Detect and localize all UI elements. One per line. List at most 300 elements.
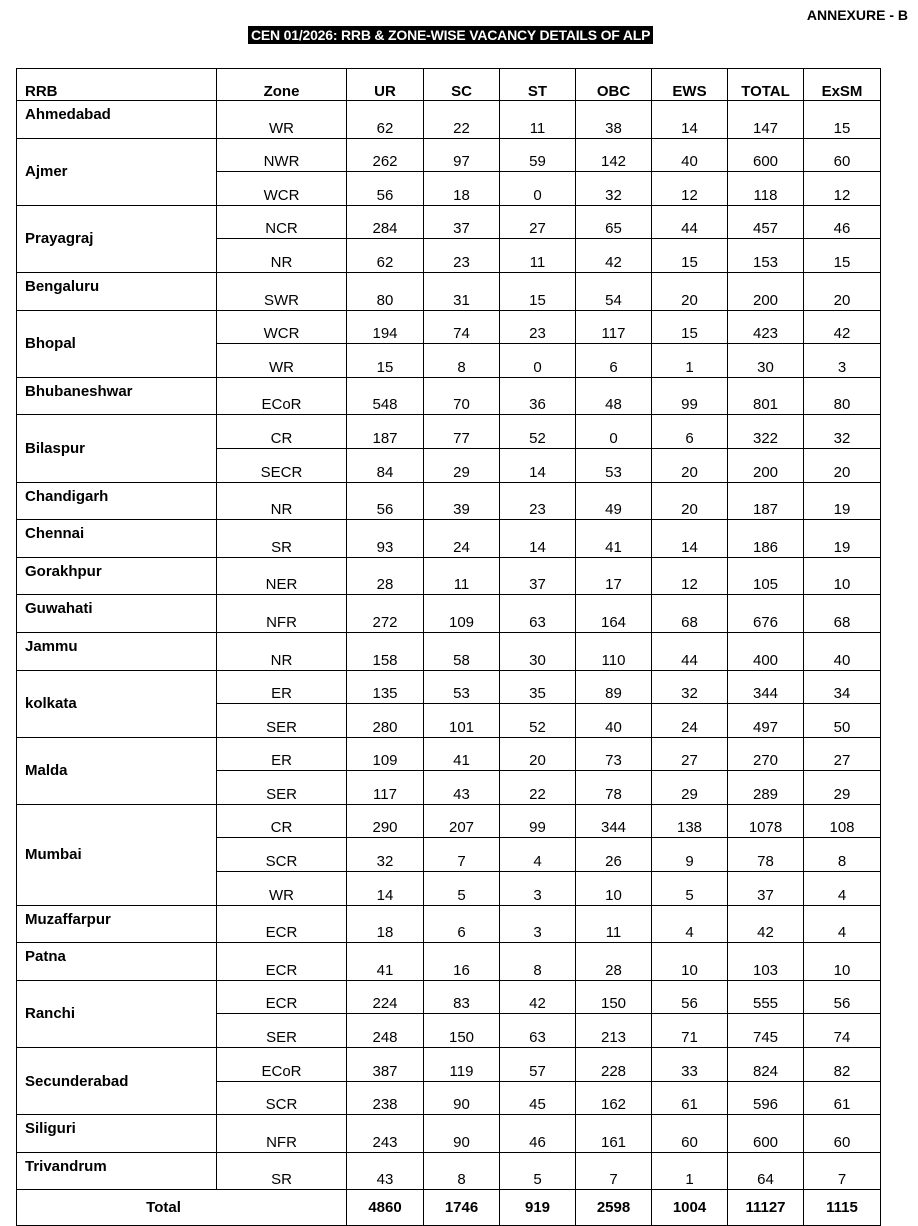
- exsm-cell: 60: [804, 138, 881, 172]
- ews-cell: 5: [652, 872, 728, 906]
- rrb-name-cell: Jammu: [17, 632, 217, 670]
- zone-cell: SR: [217, 1152, 347, 1190]
- document-title: CEN 01/2026: RRB & ZONE-WISE VACANCY DETAILS OF ALP: [248, 26, 653, 44]
- ews-cell: 32: [652, 670, 728, 704]
- obc-cell: 78: [576, 771, 652, 805]
- ur-cell: 41: [347, 943, 424, 981]
- zone-cell: NR: [217, 239, 347, 273]
- table-row: [17, 595, 881, 633]
- obc-cell: 213: [576, 1014, 652, 1048]
- ews-cell: 20: [652, 448, 728, 482]
- ur-cell: 135: [347, 670, 424, 704]
- zone-cell: WR: [217, 344, 347, 378]
- sc-cell: 8: [424, 344, 500, 378]
- sc-cell: 8: [424, 1152, 500, 1190]
- ur-cell: 28: [347, 557, 424, 595]
- column-header-total: TOTAL: [728, 69, 804, 101]
- column-header-ur: UR: [347, 69, 424, 101]
- table-row: [17, 101, 881, 139]
- st-cell: 35: [500, 670, 576, 704]
- exsm-cell: 82: [804, 1048, 881, 1082]
- ews-cell: 9: [652, 838, 728, 872]
- table-row: [17, 482, 881, 520]
- ur-cell: 32: [347, 838, 424, 872]
- sc-cell: 97: [424, 138, 500, 172]
- obc-cell: 49: [576, 482, 652, 520]
- total-cell: 200: [728, 272, 804, 310]
- zone-cell: ER: [217, 670, 347, 704]
- column-header-sc: SC: [424, 69, 500, 101]
- zone-cell: CR: [217, 804, 347, 838]
- ur-cell: 248: [347, 1014, 424, 1048]
- column-header-obc: OBC: [576, 69, 652, 101]
- total-ews: 1004: [652, 1190, 728, 1226]
- total-exsm: 1115: [804, 1190, 881, 1226]
- ews-cell: 33: [652, 1048, 728, 1082]
- ur-cell: 224: [347, 980, 424, 1014]
- exsm-cell: 80: [804, 377, 881, 415]
- ur-cell: 158: [347, 632, 424, 670]
- exsm-cell: 19: [804, 520, 881, 558]
- obc-cell: 17: [576, 557, 652, 595]
- total-cell: 42: [728, 905, 804, 943]
- total-cell: 270: [728, 737, 804, 771]
- st-cell: 23: [500, 482, 576, 520]
- exsm-cell: 12: [804, 172, 881, 206]
- ews-cell: 10: [652, 943, 728, 981]
- ews-cell: 15: [652, 239, 728, 273]
- st-cell: 42: [500, 980, 576, 1014]
- total-ur: 4860: [347, 1190, 424, 1226]
- sc-cell: 43: [424, 771, 500, 805]
- table-row: [17, 415, 881, 449]
- rrb-name-cell: Muzaffarpur: [17, 905, 217, 943]
- ews-cell: 27: [652, 737, 728, 771]
- rrb-name-cell: Bilaspur: [17, 415, 217, 482]
- st-cell: 8: [500, 943, 576, 981]
- exsm-cell: 42: [804, 310, 881, 344]
- sc-cell: 5: [424, 872, 500, 906]
- sc-cell: 16: [424, 943, 500, 981]
- ur-cell: 290: [347, 804, 424, 838]
- exsm-cell: 15: [804, 239, 881, 273]
- obc-cell: 40: [576, 704, 652, 738]
- rrb-name-cell: Mumbai: [17, 804, 217, 905]
- total-cell: 745: [728, 1014, 804, 1048]
- column-header-rrb: RRB: [17, 69, 217, 101]
- total-cell: 676: [728, 595, 804, 633]
- rrb-name-cell: Trivandrum: [17, 1152, 217, 1190]
- total-cell: 186: [728, 520, 804, 558]
- sc-cell: 41: [424, 737, 500, 771]
- table-row: [17, 1048, 881, 1082]
- sc-cell: 39: [424, 482, 500, 520]
- ews-cell: 24: [652, 704, 728, 738]
- ur-cell: 84: [347, 448, 424, 482]
- sc-cell: 18: [424, 172, 500, 206]
- total-cell: 78: [728, 838, 804, 872]
- table-row: [17, 520, 881, 558]
- sc-cell: 22: [424, 101, 500, 139]
- rrb-name-cell: Chandigarh: [17, 482, 217, 520]
- exsm-cell: 20: [804, 448, 881, 482]
- sc-cell: 37: [424, 205, 500, 239]
- total-cell: 600: [728, 1115, 804, 1153]
- ews-cell: 44: [652, 205, 728, 239]
- total-cell: 457: [728, 205, 804, 239]
- header-row: [17, 69, 881, 101]
- table-row: [17, 310, 881, 344]
- ews-cell: 99: [652, 377, 728, 415]
- table-row: [17, 272, 881, 310]
- zone-cell: SER: [217, 771, 347, 805]
- ur-cell: 62: [347, 239, 424, 273]
- ur-cell: 62: [347, 101, 424, 139]
- table-row: [17, 943, 881, 981]
- table-row: [17, 632, 881, 670]
- st-cell: 59: [500, 138, 576, 172]
- rrb-name-cell: Bengaluru: [17, 272, 217, 310]
- table-row: [17, 905, 881, 943]
- rrb-name-cell: Guwahati: [17, 595, 217, 633]
- rrb-name-cell: Patna: [17, 943, 217, 981]
- table-row: [17, 1115, 881, 1153]
- obc-cell: 161: [576, 1115, 652, 1153]
- exsm-cell: 60: [804, 1115, 881, 1153]
- obc-cell: 48: [576, 377, 652, 415]
- sc-cell: 119: [424, 1048, 500, 1082]
- obc-cell: 89: [576, 670, 652, 704]
- ews-cell: 20: [652, 482, 728, 520]
- rrb-name-cell: Bhubaneshwar: [17, 377, 217, 415]
- ews-cell: 61: [652, 1081, 728, 1115]
- st-cell: 3: [500, 872, 576, 906]
- exsm-cell: 61: [804, 1081, 881, 1115]
- st-cell: 15: [500, 272, 576, 310]
- st-cell: 22: [500, 771, 576, 805]
- st-cell: 63: [500, 1014, 576, 1048]
- exsm-cell: 74: [804, 1014, 881, 1048]
- obc-cell: 41: [576, 520, 652, 558]
- obc-cell: 26: [576, 838, 652, 872]
- rrb-name-cell: Secunderabad: [17, 1048, 217, 1115]
- sc-cell: 83: [424, 980, 500, 1014]
- exsm-cell: 46: [804, 205, 881, 239]
- rrb-name-cell: Malda: [17, 737, 217, 804]
- sc-cell: 24: [424, 520, 500, 558]
- st-cell: 45: [500, 1081, 576, 1115]
- column-header-ews: EWS: [652, 69, 728, 101]
- sc-cell: 77: [424, 415, 500, 449]
- sc-cell: 74: [424, 310, 500, 344]
- obc-cell: 110: [576, 632, 652, 670]
- table-row: [17, 670, 881, 704]
- sc-cell: 150: [424, 1014, 500, 1048]
- total-cell: 153: [728, 239, 804, 273]
- zone-cell: SER: [217, 1014, 347, 1048]
- zone-cell: WCR: [217, 310, 347, 344]
- ews-cell: 40: [652, 138, 728, 172]
- obc-cell: 38: [576, 101, 652, 139]
- ur-cell: 14: [347, 872, 424, 906]
- table-row: [17, 1152, 881, 1190]
- st-cell: 57: [500, 1048, 576, 1082]
- st-cell: 5: [500, 1152, 576, 1190]
- total-cell: 105: [728, 557, 804, 595]
- st-cell: 23: [500, 310, 576, 344]
- ews-cell: 12: [652, 557, 728, 595]
- ews-cell: 6: [652, 415, 728, 449]
- obc-cell: 150: [576, 980, 652, 1014]
- zone-cell: SWR: [217, 272, 347, 310]
- exsm-cell: 56: [804, 980, 881, 1014]
- rrb-name-cell: Bhopal: [17, 310, 217, 377]
- obc-cell: 28: [576, 943, 652, 981]
- column-header-st: ST: [500, 69, 576, 101]
- sc-cell: 23: [424, 239, 500, 273]
- st-cell: 46: [500, 1115, 576, 1153]
- sc-cell: 109: [424, 595, 500, 633]
- exsm-cell: 34: [804, 670, 881, 704]
- zone-cell: CR: [217, 415, 347, 449]
- table-body: [17, 101, 881, 1190]
- st-cell: 37: [500, 557, 576, 595]
- total-cell: 187: [728, 482, 804, 520]
- zone-cell: ECoR: [217, 377, 347, 415]
- st-cell: 36: [500, 377, 576, 415]
- ur-cell: 262: [347, 138, 424, 172]
- st-cell: 20: [500, 737, 576, 771]
- ur-cell: 387: [347, 1048, 424, 1082]
- obc-cell: 42: [576, 239, 652, 273]
- total-cell: 103: [728, 943, 804, 981]
- obc-cell: 11: [576, 905, 652, 943]
- table-row: [17, 737, 881, 771]
- sc-cell: 207: [424, 804, 500, 838]
- obc-cell: 32: [576, 172, 652, 206]
- sc-cell: 31: [424, 272, 500, 310]
- zone-cell: NFR: [217, 595, 347, 633]
- ews-cell: 4: [652, 905, 728, 943]
- obc-cell: 142: [576, 138, 652, 172]
- sc-cell: 53: [424, 670, 500, 704]
- rrb-name-cell: Chennai: [17, 520, 217, 558]
- zone-cell: ECR: [217, 980, 347, 1014]
- ur-cell: 93: [347, 520, 424, 558]
- total-cell: 30: [728, 344, 804, 378]
- st-cell: 27: [500, 205, 576, 239]
- total-cell: 322: [728, 415, 804, 449]
- ews-cell: 56: [652, 980, 728, 1014]
- ews-cell: 138: [652, 804, 728, 838]
- exsm-cell: 20: [804, 272, 881, 310]
- exsm-cell: 4: [804, 872, 881, 906]
- rrb-name-cell: Ahmedabad: [17, 101, 217, 139]
- ews-cell: 15: [652, 310, 728, 344]
- ews-cell: 71: [652, 1014, 728, 1048]
- obc-cell: 6: [576, 344, 652, 378]
- zone-cell: NR: [217, 482, 347, 520]
- obc-cell: 53: [576, 448, 652, 482]
- rrb-name-cell: Gorakhpur: [17, 557, 217, 595]
- ur-cell: 15: [347, 344, 424, 378]
- zone-cell: NFR: [217, 1115, 347, 1153]
- ur-cell: 56: [347, 172, 424, 206]
- st-cell: 4: [500, 838, 576, 872]
- zone-cell: WCR: [217, 172, 347, 206]
- total-label: Total: [17, 1190, 347, 1226]
- st-cell: 30: [500, 632, 576, 670]
- obc-cell: 117: [576, 310, 652, 344]
- zone-cell: ER: [217, 737, 347, 771]
- total-total: 11127: [728, 1190, 804, 1226]
- zone-cell: ECR: [217, 905, 347, 943]
- st-cell: 14: [500, 520, 576, 558]
- ur-cell: 80: [347, 272, 424, 310]
- st-cell: 0: [500, 344, 576, 378]
- ews-cell: 12: [652, 172, 728, 206]
- zone-cell: NWR: [217, 138, 347, 172]
- ews-cell: 14: [652, 520, 728, 558]
- exsm-cell: 7: [804, 1152, 881, 1190]
- ur-cell: 548: [347, 377, 424, 415]
- sc-cell: 11: [424, 557, 500, 595]
- ur-cell: 109: [347, 737, 424, 771]
- exsm-cell: 3: [804, 344, 881, 378]
- rrb-name-cell: Siliguri: [17, 1115, 217, 1153]
- obc-cell: 7: [576, 1152, 652, 1190]
- zone-cell: SER: [217, 704, 347, 738]
- total-cell: 400: [728, 632, 804, 670]
- exsm-cell: 108: [804, 804, 881, 838]
- total-cell: 600: [728, 138, 804, 172]
- ur-cell: 238: [347, 1081, 424, 1115]
- column-header-exsm: ExSM: [804, 69, 881, 101]
- zone-cell: ECoR: [217, 1048, 347, 1082]
- zone-cell: SCR: [217, 838, 347, 872]
- st-cell: 99: [500, 804, 576, 838]
- table-row: [17, 557, 881, 595]
- ews-cell: 14: [652, 101, 728, 139]
- st-cell: 11: [500, 239, 576, 273]
- total-cell: 64: [728, 1152, 804, 1190]
- zone-cell: SECR: [217, 448, 347, 482]
- rrb-name-cell: Prayagraj: [17, 205, 217, 272]
- exsm-cell: 4: [804, 905, 881, 943]
- table-row: [17, 205, 881, 239]
- exsm-cell: 27: [804, 737, 881, 771]
- sc-cell: 58: [424, 632, 500, 670]
- rrb-name-cell: Ranchi: [17, 980, 217, 1047]
- zone-cell: NR: [217, 632, 347, 670]
- zone-cell: SR: [217, 520, 347, 558]
- exsm-cell: 10: [804, 557, 881, 595]
- obc-cell: 65: [576, 205, 652, 239]
- zone-cell: SCR: [217, 1081, 347, 1115]
- table-row: [17, 377, 881, 415]
- ur-cell: 194: [347, 310, 424, 344]
- total-cell: 801: [728, 377, 804, 415]
- total-obc: 2598: [576, 1190, 652, 1226]
- zone-cell: NCR: [217, 205, 347, 239]
- ur-cell: 284: [347, 205, 424, 239]
- st-cell: 0: [500, 172, 576, 206]
- exsm-cell: 29: [804, 771, 881, 805]
- sc-cell: 29: [424, 448, 500, 482]
- exsm-cell: 10: [804, 943, 881, 981]
- ews-cell: 1: [652, 344, 728, 378]
- total-cell: 37: [728, 872, 804, 906]
- exsm-cell: 32: [804, 415, 881, 449]
- ews-cell: 20: [652, 272, 728, 310]
- zone-cell: WR: [217, 872, 347, 906]
- st-cell: 52: [500, 415, 576, 449]
- total-cell: 824: [728, 1048, 804, 1082]
- ur-cell: 43: [347, 1152, 424, 1190]
- sc-cell: 101: [424, 704, 500, 738]
- ews-cell: 44: [652, 632, 728, 670]
- exsm-cell: 68: [804, 595, 881, 633]
- annexure-label: ANNEXURE - B: [806, 7, 908, 23]
- rrb-name-cell: Ajmer: [17, 138, 217, 205]
- total-row: [17, 1190, 881, 1226]
- sc-cell: 6: [424, 905, 500, 943]
- obc-cell: 0: [576, 415, 652, 449]
- exsm-cell: 8: [804, 838, 881, 872]
- st-cell: 63: [500, 595, 576, 633]
- ur-cell: 187: [347, 415, 424, 449]
- obc-cell: 73: [576, 737, 652, 771]
- obc-cell: 164: [576, 595, 652, 633]
- sc-cell: 7: [424, 838, 500, 872]
- vacancy-table: [16, 68, 881, 1226]
- st-cell: 11: [500, 101, 576, 139]
- obc-cell: 54: [576, 272, 652, 310]
- ews-cell: 29: [652, 771, 728, 805]
- ur-cell: 117: [347, 771, 424, 805]
- ur-cell: 56: [347, 482, 424, 520]
- total-cell: 200: [728, 448, 804, 482]
- st-cell: 3: [500, 905, 576, 943]
- zone-cell: WR: [217, 101, 347, 139]
- rrb-name-cell: kolkata: [17, 670, 217, 737]
- zone-cell: NER: [217, 557, 347, 595]
- obc-cell: 10: [576, 872, 652, 906]
- total-st: 919: [500, 1190, 576, 1226]
- exsm-cell: 40: [804, 632, 881, 670]
- ur-cell: 18: [347, 905, 424, 943]
- st-cell: 52: [500, 704, 576, 738]
- total-cell: 596: [728, 1081, 804, 1115]
- exsm-cell: 50: [804, 704, 881, 738]
- obc-cell: 228: [576, 1048, 652, 1082]
- ur-cell: 272: [347, 595, 424, 633]
- total-sc: 1746: [424, 1190, 500, 1226]
- total-cell: 147: [728, 101, 804, 139]
- sc-cell: 70: [424, 377, 500, 415]
- table-row: [17, 804, 881, 838]
- ews-cell: 68: [652, 595, 728, 633]
- exsm-cell: 19: [804, 482, 881, 520]
- sc-cell: 90: [424, 1081, 500, 1115]
- total-cell: 555: [728, 980, 804, 1014]
- total-cell: 289: [728, 771, 804, 805]
- obc-cell: 162: [576, 1081, 652, 1115]
- ews-cell: 1: [652, 1152, 728, 1190]
- sc-cell: 90: [424, 1115, 500, 1153]
- st-cell: 14: [500, 448, 576, 482]
- column-header-zone: Zone: [217, 69, 347, 101]
